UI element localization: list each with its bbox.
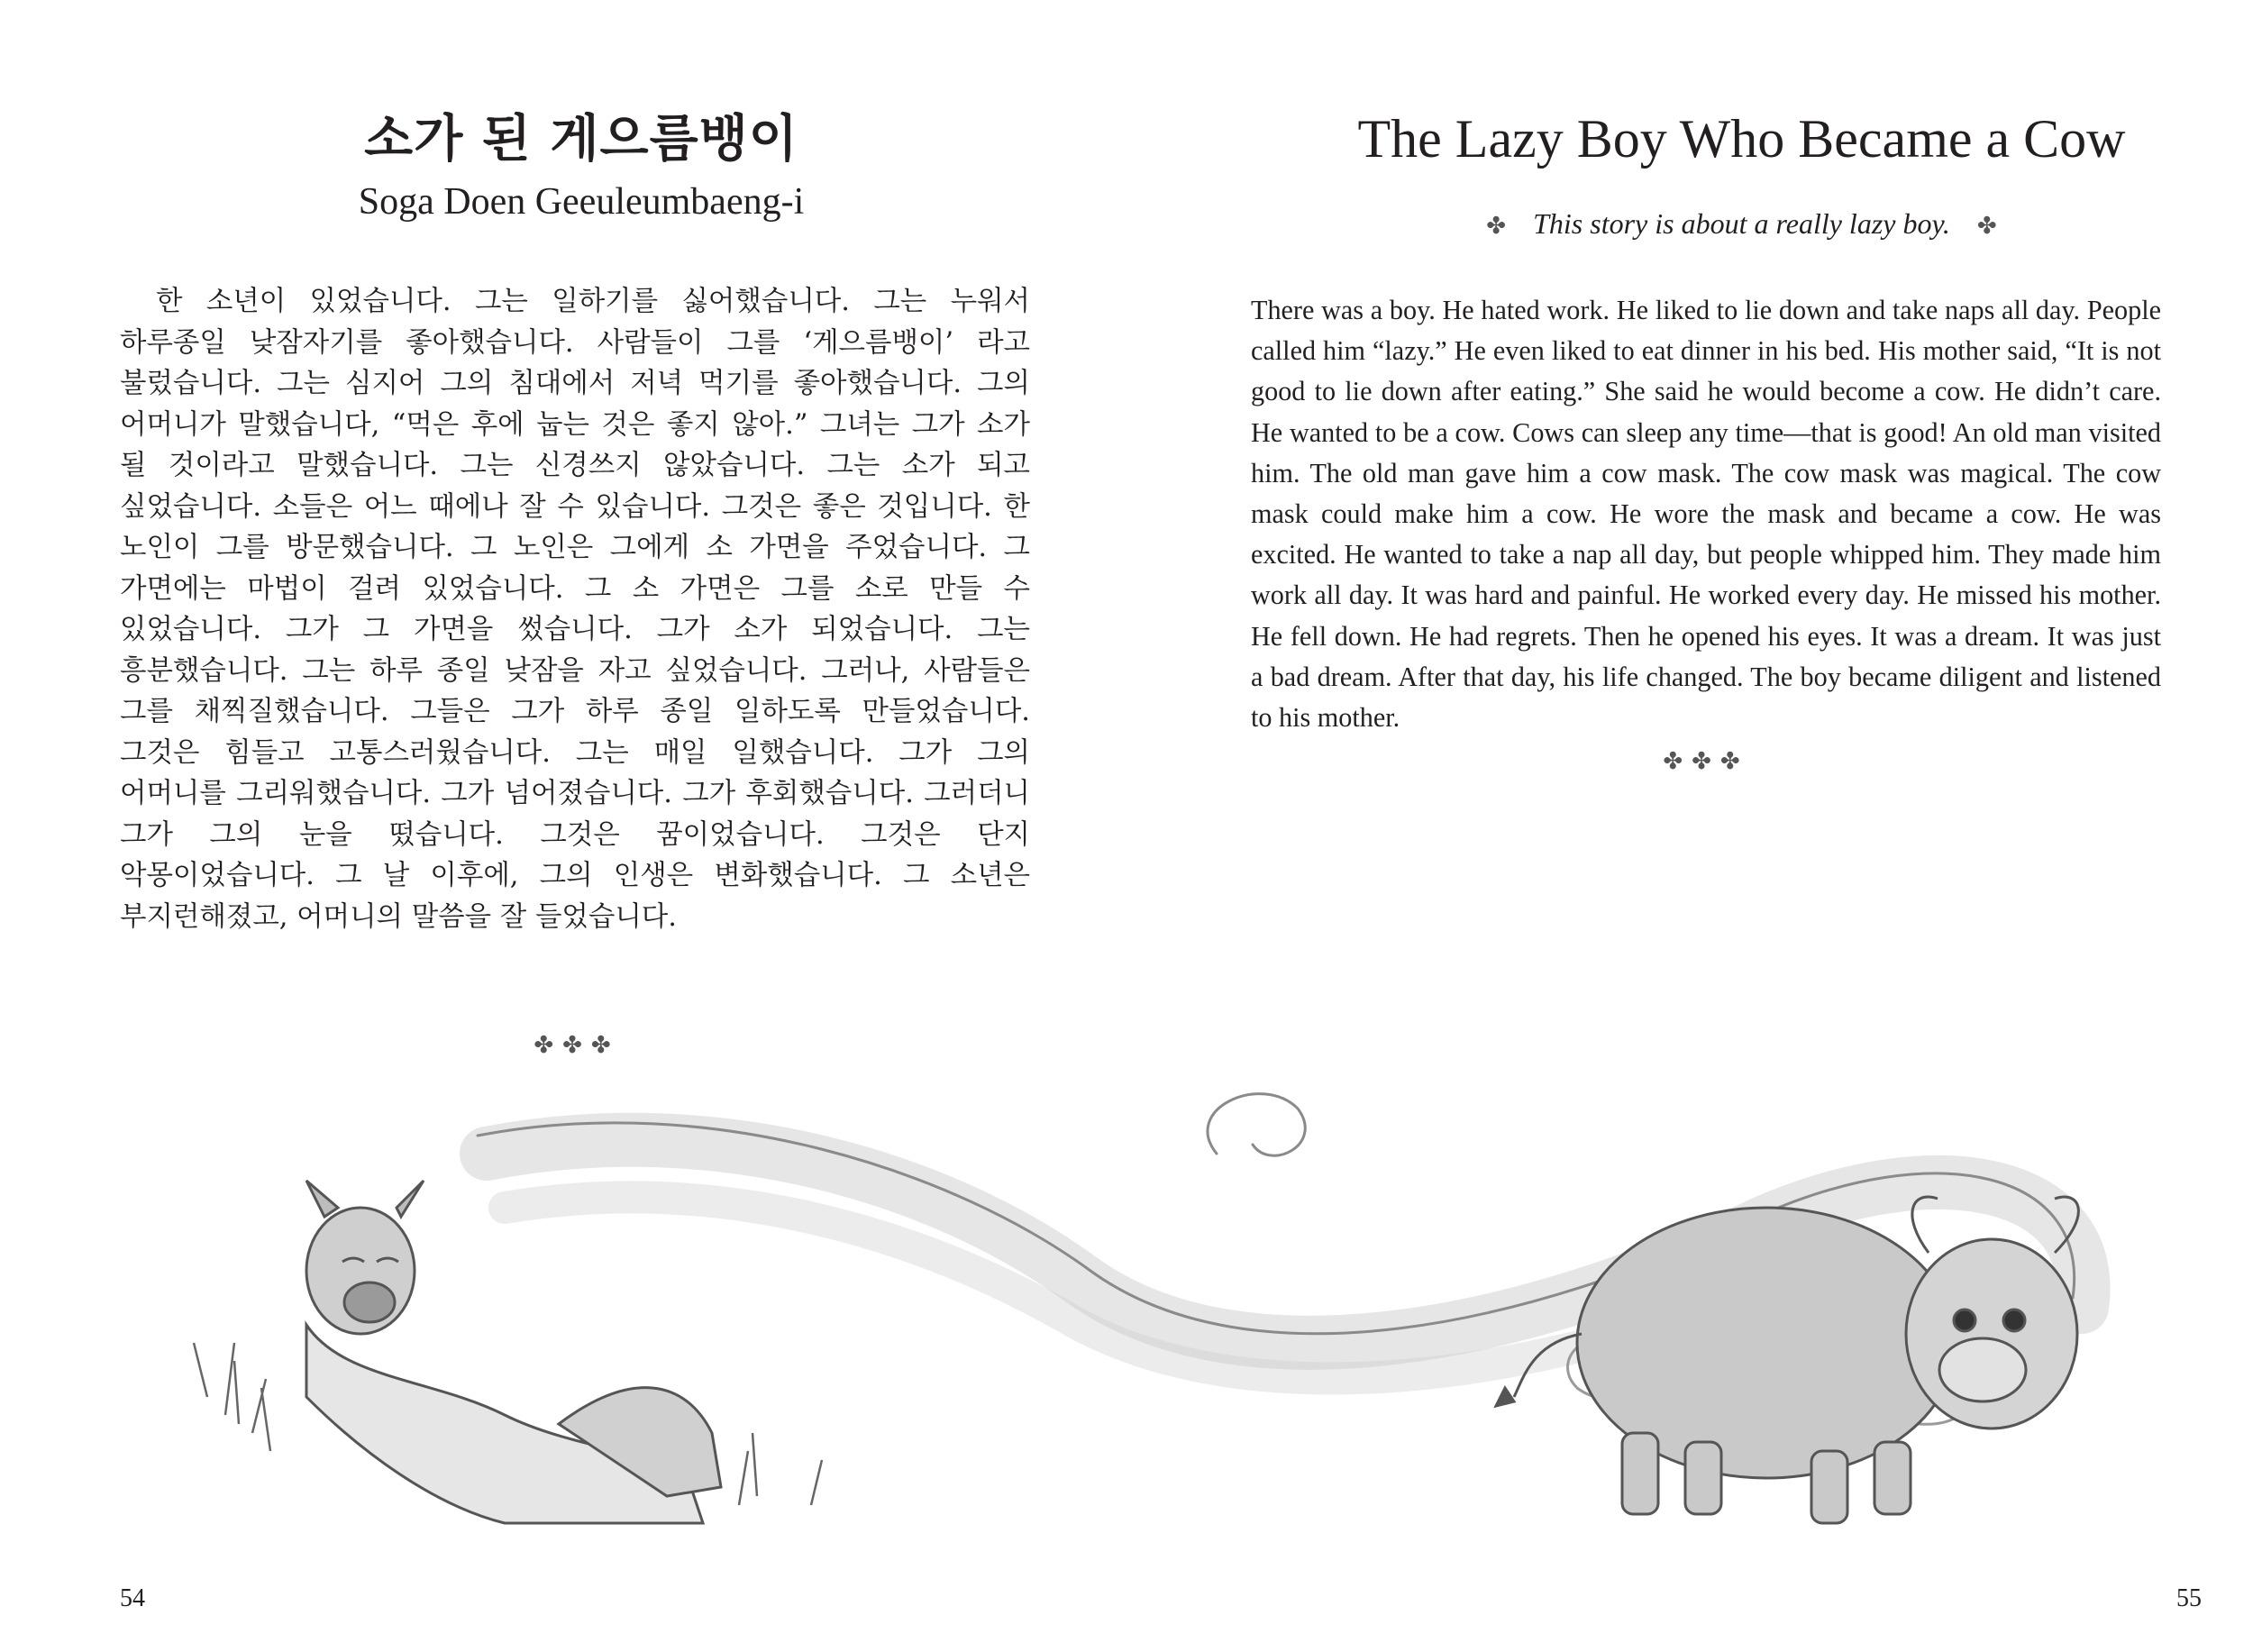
story-illustration [0, 1072, 2262, 1541]
sleeping-boy [306, 1181, 721, 1523]
romanized-title: Soga Doen Geeuleumbaeng-i [358, 181, 805, 223]
section-ornament-right: ✤✤✤ [1663, 748, 1749, 774]
section-ornament-left: ✤✤✤ [534, 1032, 620, 1058]
english-title: The Lazy Boy Who Became a Cow [1357, 109, 2126, 169]
ornament-icon: ✤ [1486, 213, 1507, 239]
korean-title: 소가 된 게으름뱅이 [364, 110, 798, 169]
cow [1496, 1197, 2078, 1523]
page-number-left: 54 [120, 1584, 145, 1612]
story-subtitle [1239, 207, 2244, 241]
subtitle-text: This story is about a really lazy boy. [1533, 207, 1950, 240]
english-story-text: There was a boy. He hated work. He liked to lie down and take naps all day. People called him “lazy.” He even liked to eat dinner in his bed. His mother said, “It is not good to lie down after eating.” She said he would become a cow. He didn’t care. He wanted to be a cow. Cows can sleep any time—that is good! An old man visited him. The old man gave him a cow mask. The cow mask was magical. The cow mask could make him a cow. He wore the mask and became a cow. He was excited. He wanted to take a nap all day, but people whipped him. They made him work all day. It was hard and painful. He worked every day. He missed his mother. He fell down. He had regrets. Then he opened his eyes. It was a dream. It was just a bad dream. After that day, his life changed. The boy became diligent and listened to his mother. [1251, 295, 2161, 734]
page-number-right: 55 [2176, 1584, 2202, 1612]
ornament-icon: ✤ [1976, 213, 1997, 239]
korean-story-text: 한 소년이 있었습니다. 그는 일하기를 싫어했습니다. 그는 누워서 하루종일 낮잠자기를 좋아했습니다. 사람들이 그를 ‘게으름뱅이’ 라고 불렀습니다. 그는 심지어 그의 침대에서 저녁 먹기를 좋아했습니다. 그의 어머니가 말했습니다, “먹은 후에 눕는 것은 좋지 않아.” 그녀는 그가 소가 될 것이라고 말했습니다. 그는 신경쓰지 않았습니다. 그는 소가 되고 싶었습니다. 소들은 어느 때에나 잘 수 있습니다. 그것은 좋은 것입니다. 한 노인이 그를 방문했습니다. 그 노인은 그에게 소 가면을 주었습니다. 그 가면에는 마법이 걸려 있었습니다. 그 소 가면은 그를 소로 만들 수 있었습니다. 그가 그 가면을 썼습니다. 그가 소가 되었습니다. 그는 흥분했습니다. 그는 하루 종일 낮잠을 자고 싶었습니다. 그러나, 사람들은 그를 채찍질했습니다. 그들은 그가 하루 종일 일하도록 만들었습니다. 그것은 힘들고 고통스러웠습니다. 그는 매일 일했습니다. 그가 그의 어머니를 그리워했습니다. 그가 넘어졌습니다. 그가 후회했습니다. 그러더니 그가 그의 눈을 떴습니다. 그것은 꿈이었습니다. 그것은 단지 악몽이었습니다. 그 날 이후에, 그의 인생은 변화했습니다. 그 소년은 부지런해졌고, 어머니의 말씀을 잘 들었습니다. [120, 286, 1030, 933]
